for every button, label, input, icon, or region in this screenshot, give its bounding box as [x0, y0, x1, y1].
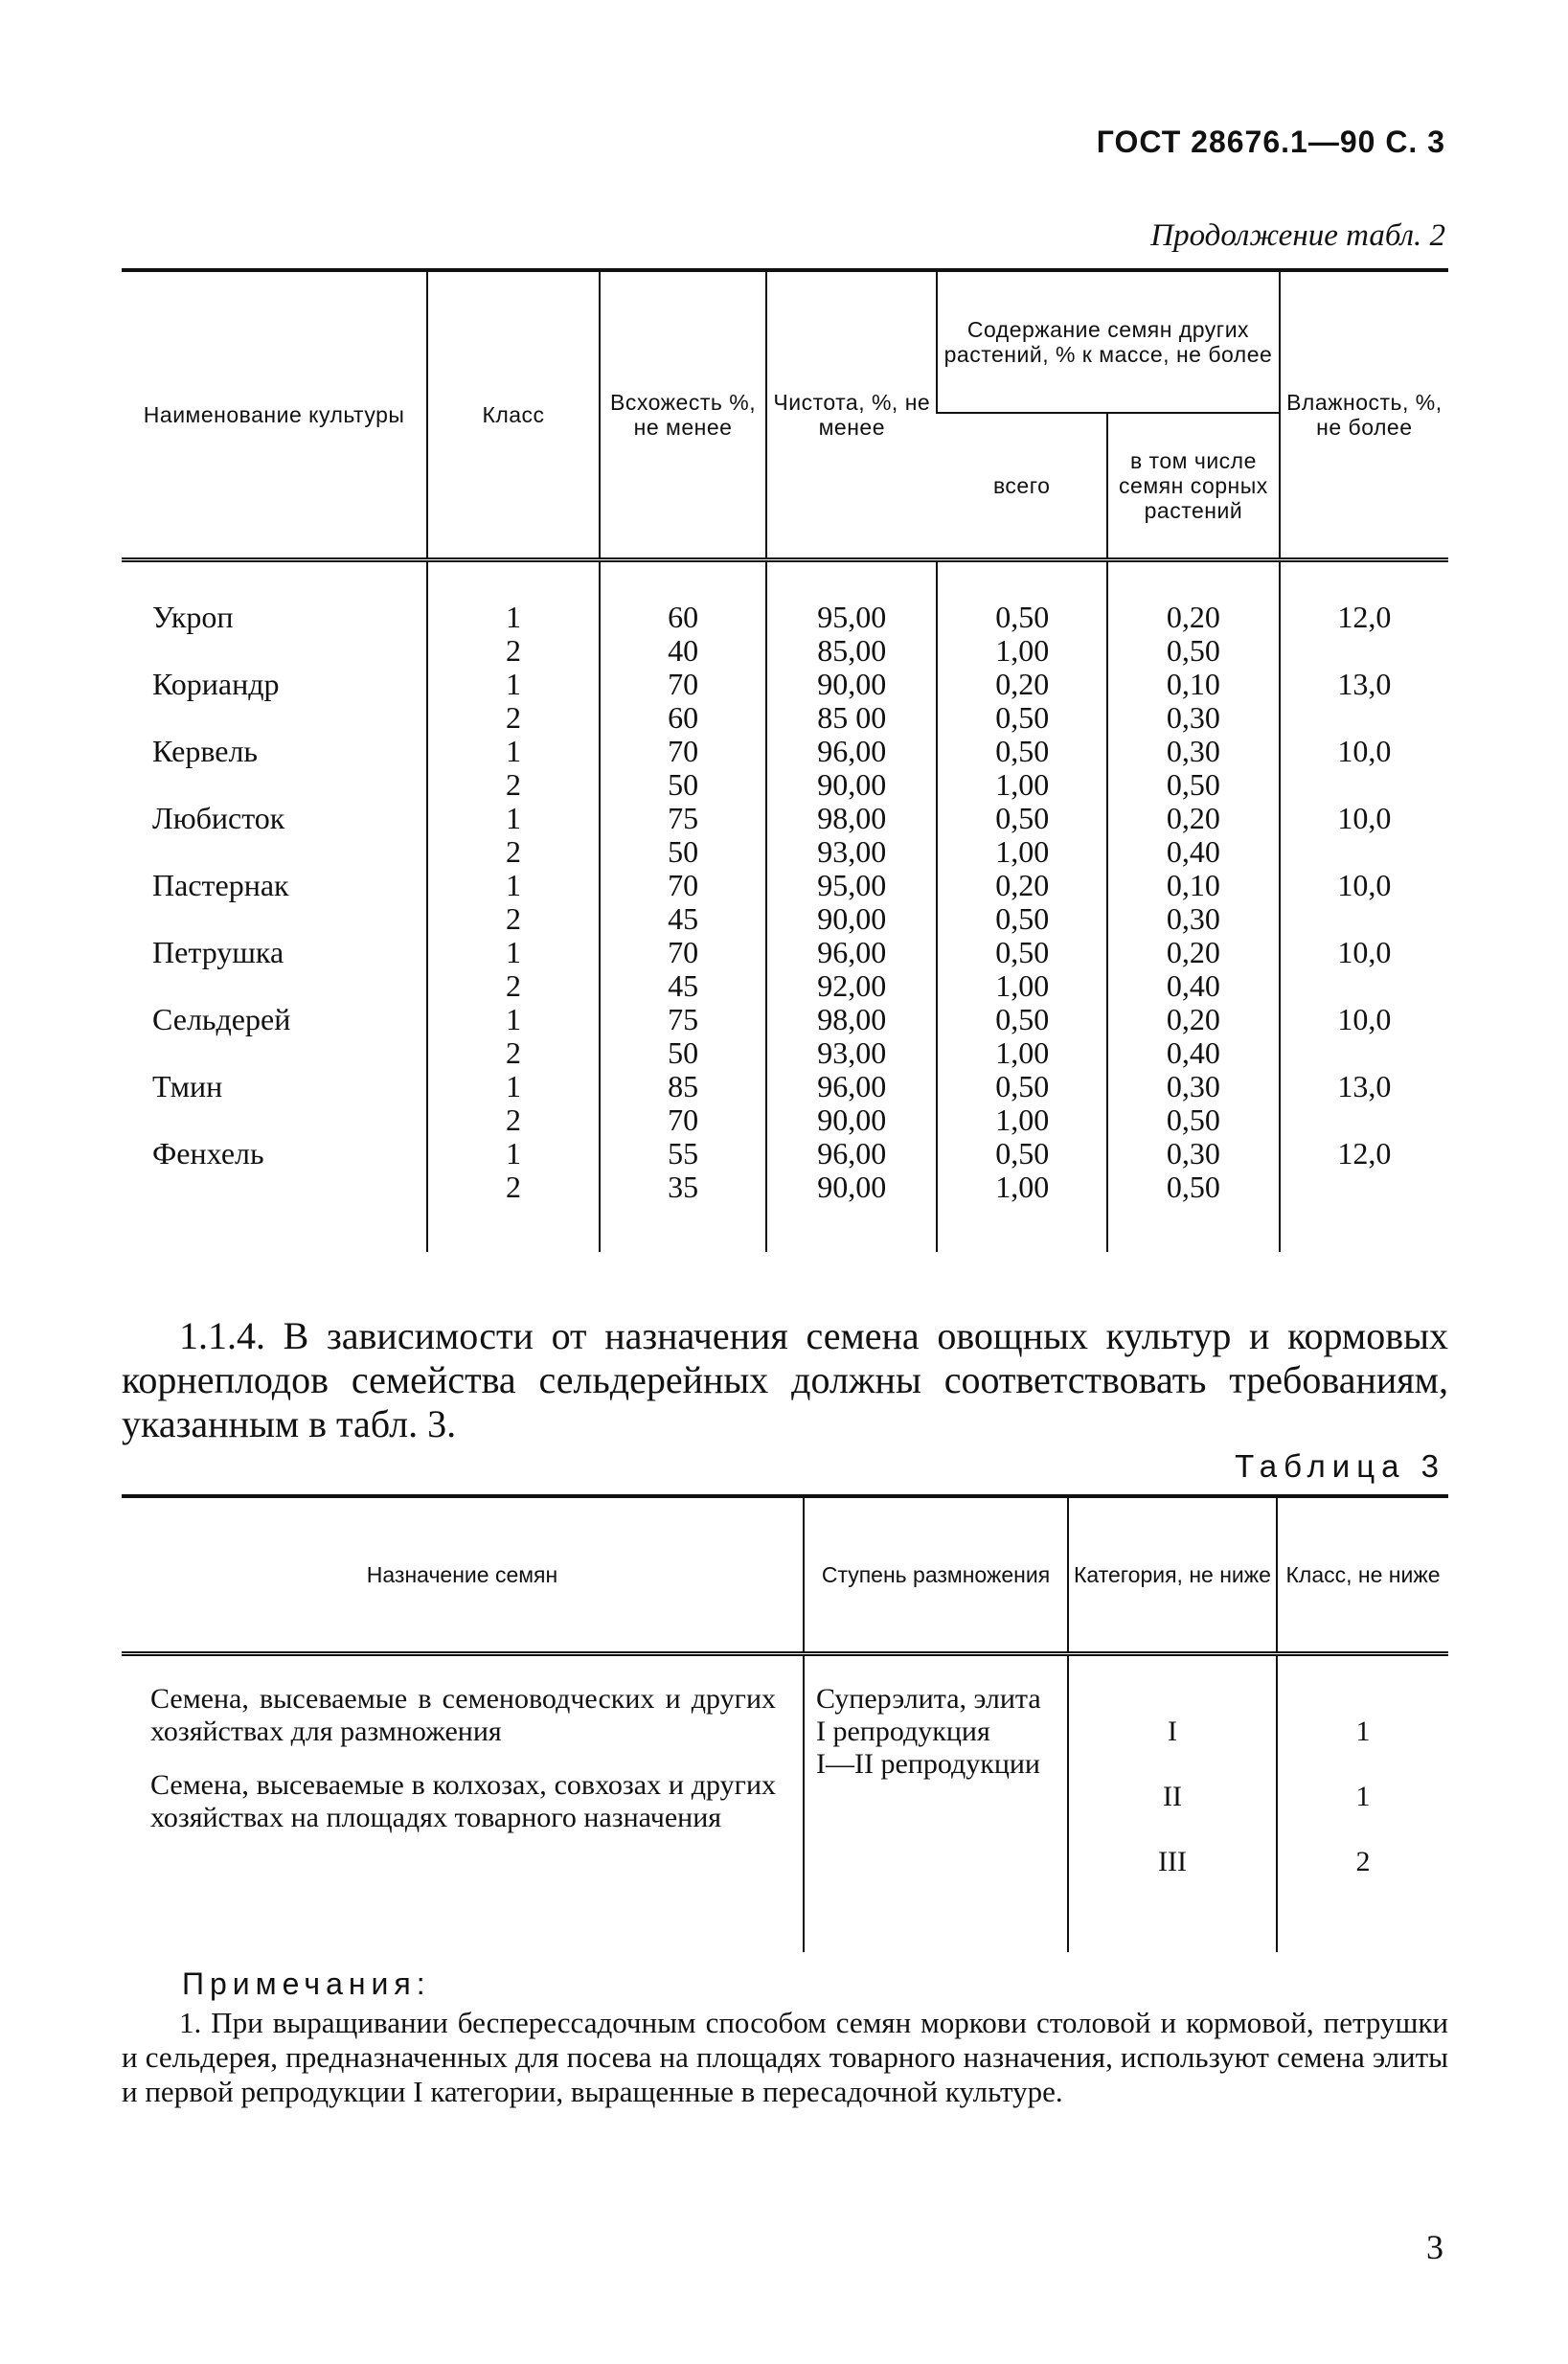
- notes-title: Примечания:: [182, 1966, 431, 2001]
- table-cell: 0,30: [1166, 901, 1220, 936]
- table-cell: 0,20: [1166, 935, 1220, 969]
- table-cell: 75: [668, 801, 699, 835]
- table-cell: 95,00: [817, 600, 887, 634]
- table-cell: 0,20: [1166, 801, 1220, 835]
- crop-names-column: [122, 601, 426, 1204]
- table-cell: 0,30: [1166, 700, 1220, 735]
- table-cell: 2: [506, 1035, 521, 1070]
- table-cell: 2: [506, 1170, 521, 1204]
- table-cell: 70: [668, 868, 699, 902]
- table-cell: 1: [506, 734, 521, 768]
- table-cell: 12,0: [1337, 600, 1392, 634]
- table-cell: 96,00: [817, 734, 887, 768]
- table-cell: 93,00: [817, 1035, 887, 1070]
- table-cell: 0,10: [1166, 667, 1220, 701]
- table-cell: 0,30: [1166, 1069, 1220, 1103]
- table-cell: 0,10: [1166, 868, 1220, 902]
- table-cell: 90,00: [817, 1170, 887, 1204]
- stage-reproduction-1-2: I—II репродукции: [816, 1748, 1040, 1780]
- other-weeds-column: [1108, 601, 1279, 1204]
- header-purpose: Назначение семян: [366, 1561, 558, 1587]
- paragraph-1-1-4: 1.1.4. В зависимости от назначения семена овощных культур и кормовых корнеплодов семейства сельдерейных должны соответствовать требованиям, указанным в табл. 3.: [122, 1314, 1448, 1445]
- table-cell: 0,30: [1166, 734, 1220, 768]
- header-other-weeds: в том числе семян сорных растений: [1107, 413, 1280, 560]
- table-cell: 70: [668, 1102, 699, 1137]
- table-cell: 0,50: [995, 1136, 1050, 1171]
- table-cell: 2: [506, 633, 521, 668]
- table-cell: 40: [668, 633, 699, 668]
- table-cell: Кориандр: [152, 667, 280, 701]
- table-cell: 1: [506, 935, 521, 969]
- table-cell: 0,50: [1166, 1102, 1220, 1137]
- table-cell: 1,00: [995, 767, 1050, 802]
- table-cell: Любисток: [152, 801, 285, 835]
- table-cell: 1: [506, 600, 521, 634]
- table-cell: 0,50: [995, 801, 1050, 835]
- table-cell: 2: [506, 1102, 521, 1137]
- table-cell: 95,00: [817, 868, 887, 902]
- table-cell: 1,00: [995, 633, 1050, 668]
- table-cell: 0,50: [995, 935, 1050, 969]
- table-cell: 0,20: [995, 868, 1050, 902]
- table-cell: 0,50: [1166, 1170, 1220, 1204]
- table-cell: 1,00: [995, 834, 1050, 869]
- header-other-total: всего: [937, 413, 1107, 560]
- header-moisture: Влажность, %, не более: [1280, 270, 1448, 560]
- table-cell: 85 00: [817, 700, 887, 735]
- table-cell: 0,40: [1166, 968, 1220, 1003]
- table-cell: 70: [668, 667, 699, 701]
- table-cell: 1: [506, 1002, 521, 1036]
- table-cell: 0,50: [1166, 767, 1220, 802]
- category-3: III: [1158, 1846, 1187, 1877]
- table-cell: 98,00: [817, 801, 887, 835]
- table-cell: 45: [668, 968, 699, 1003]
- table-cell: 1,00: [995, 1170, 1050, 1204]
- table-cell: 35: [668, 1170, 699, 1204]
- table-cell: 93,00: [817, 834, 887, 869]
- table-cell: 75: [668, 1002, 699, 1036]
- table-cell: 90,00: [817, 1102, 887, 1137]
- table-cell: 60: [668, 600, 699, 634]
- table-cell: 92,00: [817, 968, 887, 1003]
- table-cell: 10,0: [1337, 935, 1392, 969]
- table-cell: 0,50: [995, 1069, 1050, 1103]
- header-stage: Ступень размножения: [804, 1496, 1068, 1654]
- table-cell: 55: [668, 1136, 699, 1171]
- class-min-3: 2: [1355, 1846, 1371, 1877]
- table-cell: 85,00: [817, 633, 887, 668]
- table-cell: 13,0: [1337, 1069, 1392, 1103]
- purpose-commercial: Семена, высеваемые в колхозах, совхозах и других хозяйствах на площадях товарного назначения: [150, 1769, 776, 1833]
- header-class-min: Класс, не ниже: [1277, 1496, 1448, 1654]
- table-cell: 1,00: [995, 1035, 1050, 1070]
- table-cell: 2: [506, 700, 521, 735]
- class-min-1: 1: [1355, 1716, 1371, 1747]
- table-cell: 1,00: [995, 968, 1050, 1003]
- table-cell: Петрушка: [152, 935, 284, 969]
- table-cell: 50: [668, 1035, 699, 1070]
- table-cell: 10,0: [1337, 734, 1392, 768]
- document-reference: ГОСТ 28676.1—90 С. 3: [1096, 125, 1445, 159]
- table-cell: 10,0: [1337, 801, 1392, 835]
- table-cell: 1: [506, 801, 521, 835]
- table-cell: 1,00: [995, 1102, 1050, 1137]
- table-cell: Тмин: [152, 1069, 223, 1103]
- table-cell: 2: [506, 901, 521, 936]
- table-cell: 70: [668, 734, 699, 768]
- table-cell: 70: [668, 935, 699, 969]
- header-germination: Всхожесть %, не менее: [600, 270, 767, 560]
- table-cell: 2: [506, 767, 521, 802]
- table-cell: 0,20: [1166, 1002, 1220, 1036]
- table-cell: 10,0: [1337, 868, 1392, 902]
- table-cell: 0,50: [995, 901, 1050, 936]
- table-cell: 0,50: [995, 1002, 1050, 1036]
- other-total-column: [938, 601, 1106, 1204]
- table-3: [122, 1494, 1448, 1952]
- table-cell: 1: [506, 1069, 521, 1103]
- table-cell: Сельдерей: [152, 1002, 291, 1036]
- table-cell: 96,00: [817, 1069, 887, 1103]
- purity-column: [767, 601, 936, 1204]
- table-cell: 12,0: [1337, 1136, 1392, 1171]
- table-continuation-caption: Продолжение табл. 2: [1150, 218, 1445, 253]
- table-cell: 0,30: [1166, 1136, 1220, 1171]
- header-purity: Чистота, %, не менее: [766, 270, 937, 560]
- header-category: Категория, не ниже: [1068, 1496, 1277, 1654]
- table-cell: 98,00: [817, 1002, 887, 1036]
- table-cell: 0,40: [1166, 1035, 1220, 1070]
- table-cell: 2: [506, 834, 521, 869]
- category-2: II: [1163, 1781, 1182, 1812]
- table-cell: 0,50: [995, 700, 1050, 735]
- table-cell: 90,00: [817, 667, 887, 701]
- table-cell: Укроп: [152, 600, 234, 634]
- header-class: Класс: [427, 270, 600, 560]
- table-cell: 0,40: [1166, 834, 1220, 869]
- table-cell: 1: [506, 868, 521, 902]
- moisture-column: [1281, 601, 1448, 1204]
- table-cell: 0,20: [1166, 600, 1220, 634]
- table-cell: 96,00: [817, 1136, 887, 1171]
- category-1: I: [1168, 1716, 1177, 1747]
- table-cell: 50: [668, 767, 699, 802]
- stage-superelite: Суперэлита, элита: [816, 1683, 1041, 1715]
- table-cell: 10,0: [1337, 1002, 1392, 1036]
- table-cell: 0,50: [1166, 633, 1220, 668]
- table-2: [122, 268, 1448, 1252]
- table-cell: 0,50: [995, 600, 1050, 634]
- table-cell: 1: [506, 1136, 521, 1171]
- stage-reproduction-1: I репродукция: [816, 1716, 990, 1747]
- table-cell: 45: [668, 901, 699, 936]
- table-3-title: Таблица 3: [1235, 1448, 1445, 1484]
- germination-column: [601, 601, 766, 1204]
- table-cell: Фенхель: [152, 1136, 264, 1171]
- table-cell: 90,00: [817, 901, 887, 936]
- table-cell: 0,20: [995, 667, 1050, 701]
- table-cell: 60: [668, 700, 699, 735]
- class-column: [428, 601, 599, 1204]
- purpose-propagation: Семена, высеваемые в семеноводческих и других хозяйствах для размножения: [150, 1683, 776, 1747]
- table-cell: Кервель: [152, 734, 259, 768]
- table-cell: 96,00: [817, 935, 887, 969]
- table-cell: 2: [506, 968, 521, 1003]
- table-cell: 1: [506, 667, 521, 701]
- table-cell: 90,00: [817, 767, 887, 802]
- class-min-2: 1: [1355, 1781, 1371, 1812]
- page-number: 3: [1426, 2228, 1443, 2266]
- header-crop-name: Наименование культуры: [143, 402, 405, 427]
- table-cell: 13,0: [1337, 667, 1392, 701]
- note-1: 1. При выращивании бесперессадочным способом семян моркови столовой и кормовой, петрушки и сельдерея, предназначенных для посева на площадях товарного назначения, используют семена элиты и первой репродукции I категории, выращенные в пересадочной культуре.: [122, 2006, 1448, 2108]
- table-cell: Пастернак: [152, 868, 289, 902]
- header-other-seeds: Содержание семян других растений, % к массе, не более: [937, 270, 1279, 413]
- table-cell: 85: [668, 1069, 699, 1103]
- table-cell: 50: [668, 834, 699, 869]
- table-cell: 0,50: [995, 734, 1050, 768]
